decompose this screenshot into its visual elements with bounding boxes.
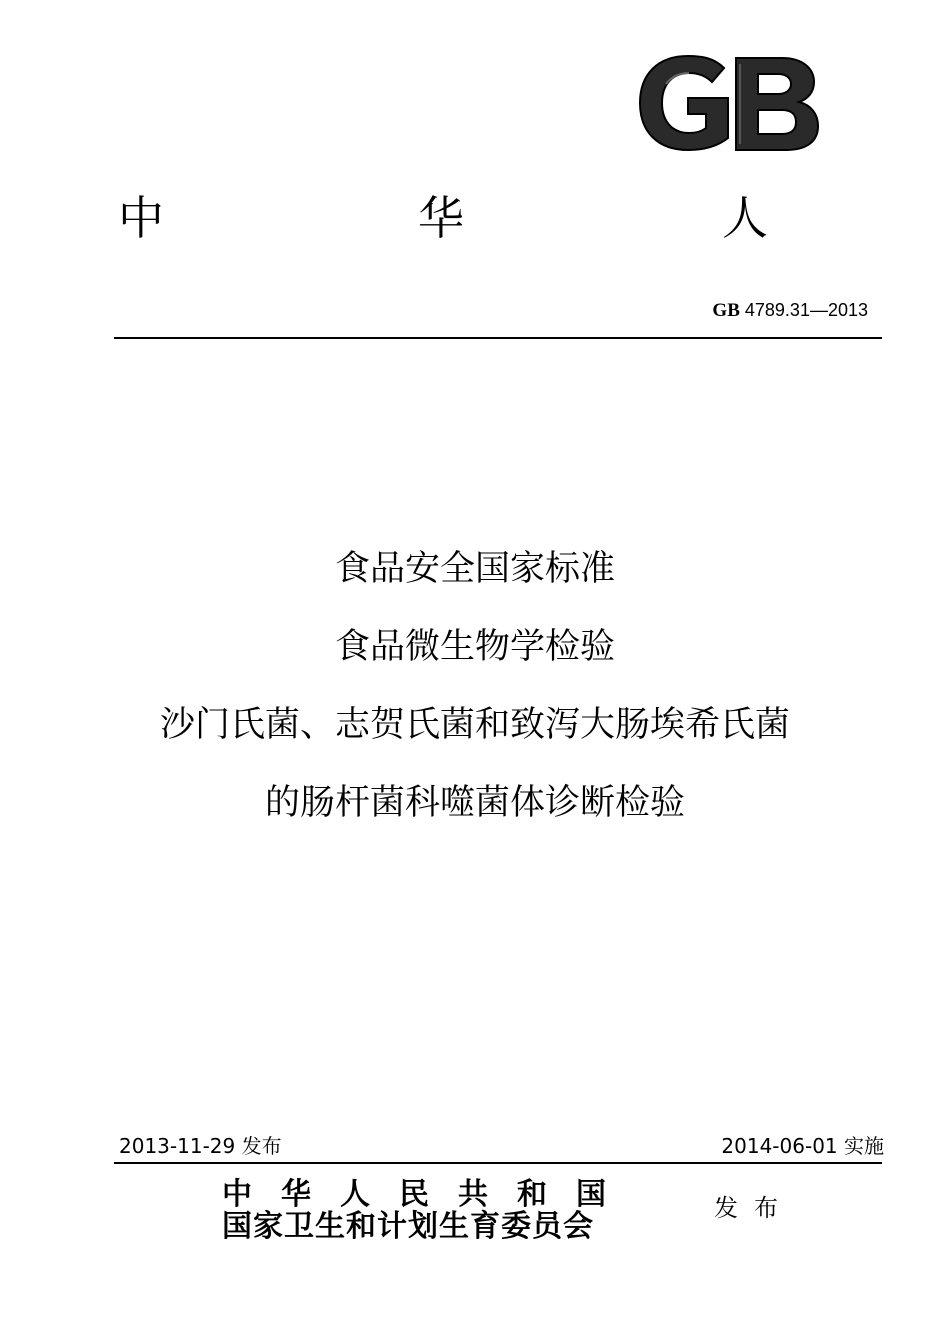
standard-code: 4789.31—2013: [744, 300, 868, 320]
top-divider: [114, 337, 882, 339]
header-char-zhong: 中: [118, 191, 164, 245]
title-block: [0, 530, 950, 842]
title-line-3: 沙门氏菌、志贺氏菌和致泻大肠埃希氏菌: [159, 705, 790, 745]
title-line-1: 食品安全国家标准: [334, 549, 615, 589]
title-line-4: 的肠杆菌科噬菌体诊断检验: [264, 783, 685, 823]
header-char-hua: 华: [418, 191, 464, 245]
gb-logo-mark: [636, 54, 820, 152]
bottom-divider: [114, 1162, 882, 1164]
header-char-ren: 人: [722, 191, 768, 245]
standard-prefix: GB: [712, 300, 740, 321]
standard-number: [712, 298, 868, 323]
gb-logo: [636, 54, 820, 152]
issue-date: 2013-11-29 发布: [119, 1134, 282, 1158]
publish-label: 发布: [714, 1194, 794, 1222]
title-line-2: 食品微生物学检验: [334, 627, 615, 667]
implementation-date: 2014-06-01 实施: [721, 1134, 884, 1158]
issuer-country: 中华人民共和国: [222, 1177, 635, 1212]
issuer-commission: 国家卫生和计划生育委员会: [222, 1209, 594, 1244]
